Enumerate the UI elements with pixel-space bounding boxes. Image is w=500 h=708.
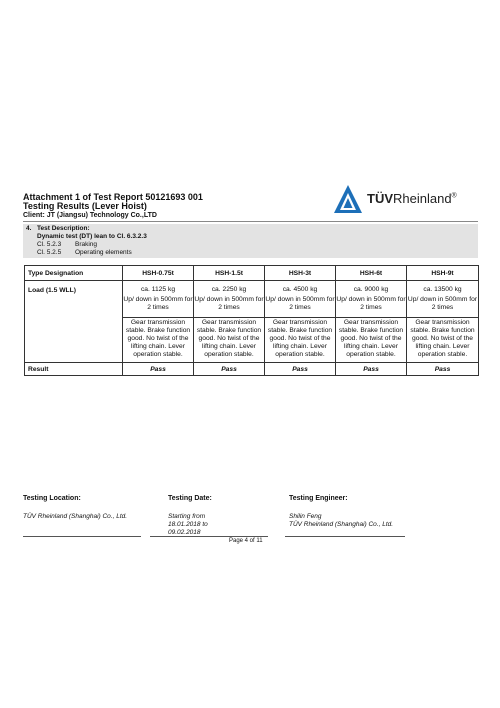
testing-date-line: 09.02.2018 xyxy=(168,529,201,536)
result-value: Pass xyxy=(336,363,407,376)
observation-text: Gear transmission stable. Brake function good. No twist of the lifting chain. Lever operation stable. xyxy=(196,319,262,358)
test-description-block xyxy=(23,224,478,258)
updown-text: Up/ down in 500mm for 2 times xyxy=(336,296,406,318)
engineer-company: TÜV Rheinland (Shanghai) Co., Ltd. xyxy=(289,521,394,528)
type-header: HSH-0.75t xyxy=(123,266,194,281)
load-label: Load (1.5 WLL) xyxy=(25,281,123,363)
section-number: 4. xyxy=(26,225,32,232)
updown-text: Up/ down in 500mm for 2 times xyxy=(194,296,264,318)
signature-line xyxy=(285,536,405,537)
signature-line xyxy=(150,536,268,537)
clause-text: Operating elements xyxy=(75,249,132,256)
load-cell xyxy=(123,281,194,363)
load-value: ca. 1125 kg xyxy=(140,286,176,293)
testing-location-label: Testing Location: xyxy=(23,495,81,502)
updown-text: Up/ down in 500mm for 2 times xyxy=(123,296,193,318)
result-row xyxy=(25,363,479,376)
observation-text: Gear transmission stable. Brake function good. No twist of the lifting chain. Lever operation stable. xyxy=(410,319,475,358)
signature-line xyxy=(23,536,141,537)
result-value: Pass xyxy=(265,363,336,376)
engineer-name: Shilin Feng xyxy=(289,513,322,520)
test-name: Dynamic test (DT) lean to Cl. 6.3.2.3 xyxy=(37,233,147,240)
clause-text: Braking xyxy=(75,241,98,248)
header-divider xyxy=(23,221,478,222)
load-cell xyxy=(265,281,336,363)
testing-date-label: Testing Date: xyxy=(168,495,212,502)
type-header: HSH-1.5t xyxy=(194,266,265,281)
clause-code: Cl. 5.2.5 xyxy=(37,249,62,256)
type-row xyxy=(25,266,479,281)
result-value: Pass xyxy=(194,363,265,376)
tuv-logo xyxy=(333,183,483,215)
load-row xyxy=(25,281,479,363)
clause-code: Cl. 5.2.3 xyxy=(37,241,62,248)
type-header: HSH-9t xyxy=(407,266,479,281)
testing-engineer-label: Testing Engineer: xyxy=(289,495,348,502)
result-value: Pass xyxy=(407,363,479,376)
result-value: Pass xyxy=(123,363,194,376)
type-designation-label: Type Designation xyxy=(25,266,123,281)
observation-text: Gear transmission stable. Brake function good. No twist of the lifting chain. Lever operation stable. xyxy=(125,319,191,358)
testing-location: TÜV Rheinland (Shanghai) Co., Ltd. xyxy=(23,513,128,520)
client-line: Client: JT (Jiangsu) Technology Co.,LTD xyxy=(23,212,157,219)
load-value: ca. 4500 kg xyxy=(282,286,318,293)
load-cell xyxy=(336,281,407,363)
logo-wordmark: TÜVRheinland® xyxy=(367,191,457,206)
load-value: ca. 9000 kg xyxy=(353,286,389,293)
testing-date-line: Starting from xyxy=(168,513,206,520)
observation-text: Gear transmission stable. Brake function good. No twist of the lifting chain. Lever operation stable. xyxy=(338,319,404,358)
report-title: Attachment 1 of Test Report 50121693 001 xyxy=(23,192,203,202)
updown-text: Up/ down in 500mm for 2 times xyxy=(265,296,335,318)
type-header: HSH-6t xyxy=(336,266,407,281)
tuv-triangle-icon xyxy=(333,184,363,214)
page-number: Page 4 of 11 xyxy=(229,538,263,544)
load-cell xyxy=(194,281,265,363)
test-description-label: Test Description: xyxy=(37,225,90,232)
testing-date-line: 18.01.2018 to xyxy=(168,521,208,528)
report-subtitle: Testing Results (Lever Hoist) xyxy=(23,201,147,211)
load-value: ca. 2250 kg xyxy=(211,286,247,293)
observation-text: Gear transmission stable. Brake function good. No twist of the lifting chain. Lever operation stable. xyxy=(267,319,333,358)
updown-text: Up/ down in 500mm for 2 times xyxy=(407,296,478,318)
load-value: ca. 13500 kg xyxy=(423,286,462,293)
load-cell xyxy=(407,281,479,363)
result-label: Result xyxy=(25,363,123,376)
results-table xyxy=(24,265,479,376)
type-header: HSH-3t xyxy=(265,266,336,281)
